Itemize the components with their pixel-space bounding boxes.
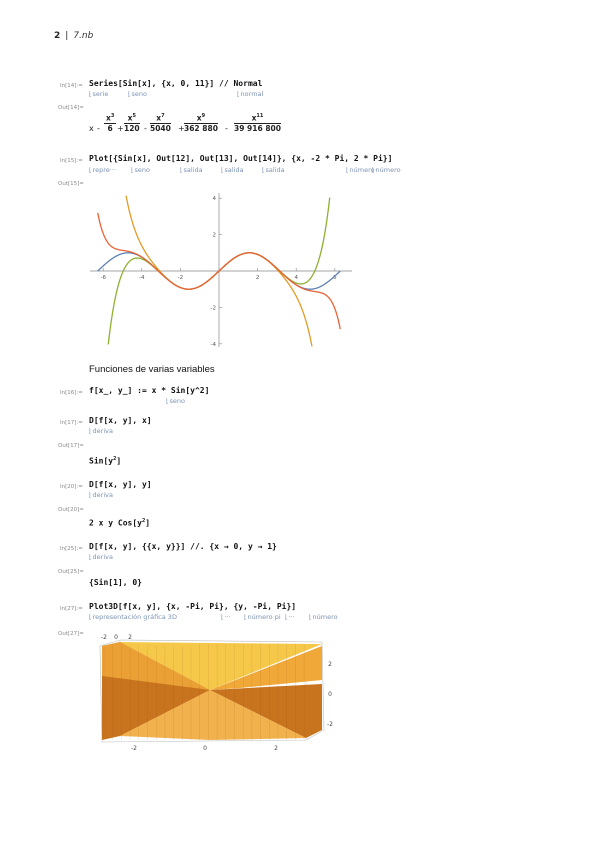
series-sign: - bbox=[225, 124, 228, 133]
hint-dots-2: ⌊ ··· bbox=[285, 613, 297, 621]
hint-deriva-1: ⌊ deriva bbox=[89, 427, 113, 435]
out17-text: Sin[y bbox=[89, 456, 114, 466]
x-tick-label: -6 bbox=[100, 275, 106, 281]
series-term: $\frac{x^{11}}{39 916 800}$ bbox=[234, 113, 281, 133]
hint-numero-1: ⌊ número bbox=[346, 166, 377, 174]
hint-serie: ⌊ serie bbox=[89, 90, 108, 98]
series-term: $\frac{x^7}{5040}$ bbox=[150, 113, 171, 133]
out17-exp: 2 bbox=[113, 456, 117, 462]
out-label-17: Out[17]= bbox=[58, 443, 84, 449]
hint-deriva-2: ⌊ deriva bbox=[89, 491, 113, 499]
out-label-14: Out[14]= bbox=[58, 105, 84, 111]
y-tick-label: -2 bbox=[210, 305, 216, 312]
z-tick-label: 0 bbox=[328, 691, 332, 698]
y-tick-label: -2 bbox=[101, 634, 107, 641]
x-tick-label: 2 bbox=[274, 745, 278, 752]
out-label-25: Out[25]= bbox=[58, 569, 84, 575]
series-sign: + bbox=[117, 124, 124, 133]
in-label-17: In[17]:= bbox=[60, 420, 83, 426]
out17-close: ] bbox=[116, 456, 122, 466]
hint-salida-3: ⌊ salida bbox=[262, 166, 285, 174]
y-tick-label: 0 bbox=[114, 634, 118, 641]
hint-repre: ⌊ repre··· bbox=[89, 166, 118, 174]
hint-salida-2: ⌊ salida bbox=[221, 166, 244, 174]
x-tick-label: 6 bbox=[333, 275, 337, 281]
hint-seno-2: ⌊ seno bbox=[131, 166, 150, 174]
in-label-25: In[25]:= bbox=[60, 546, 83, 552]
x-tick-label: -2 bbox=[177, 275, 184, 281]
hint-dots-1: ⌊ ··· bbox=[221, 613, 233, 621]
output-cell-20 bbox=[89, 518, 150, 528]
page-number: 2 bbox=[54, 31, 61, 41]
sine-taylor-plot bbox=[82, 185, 358, 351]
in-label-16: In[16]:= bbox=[60, 390, 83, 396]
series-x: x bbox=[89, 124, 94, 133]
input-cell-14[interactable]: Series[Sin[x], {x, 0, 11}] // Normal bbox=[89, 79, 263, 88]
out20-exp: 2 bbox=[141, 518, 146, 524]
file-name: 7.nb bbox=[73, 31, 94, 41]
series-sign: - bbox=[144, 124, 147, 133]
y-tick-label: 2 bbox=[212, 232, 216, 239]
out-label-20: Out[20]= bbox=[58, 507, 84, 513]
x-tick-label: 2 bbox=[255, 275, 260, 281]
hint-deriva-3: ⌊ deriva bbox=[89, 553, 113, 561]
output-cell-17 bbox=[89, 456, 121, 466]
x-tick-label: -4 bbox=[139, 275, 145, 281]
input-cell-16[interactable]: f[x_, y_] := x * Sin[y^2] bbox=[89, 386, 210, 395]
y-tick-label: 2 bbox=[128, 634, 132, 641]
in-label-14: In[14]:= bbox=[60, 83, 83, 89]
surface-3d-plot bbox=[90, 632, 336, 754]
x-tick-label: 0 bbox=[203, 745, 207, 752]
hint-numero-3: ⌊ número bbox=[309, 613, 338, 621]
hint-normal: ⌊ normal bbox=[237, 90, 263, 98]
input-cell-27[interactable]: Plot3D[f[x, y], {x, -Pi, Pi}, {y, -Pi, Pi}] bbox=[89, 602, 297, 611]
page-header bbox=[54, 31, 93, 41]
z-tick-label: 2 bbox=[328, 661, 332, 668]
series-term: $\frac{x^3}{6}$ bbox=[106, 113, 115, 133]
in-label-15: In[15]:= bbox=[60, 158, 83, 164]
y-tick-label: -4 bbox=[210, 341, 216, 348]
out-label-27: Out[27]= bbox=[58, 631, 84, 637]
z-tick-label: -2 bbox=[327, 721, 333, 728]
out20-text: 2 x y Cos[y bbox=[89, 518, 142, 528]
y-tick-label: 4 bbox=[212, 196, 216, 203]
hint-plot3d: ⌊ representación gráfica 3D bbox=[89, 613, 177, 621]
series-term: $\frac{x^5}{120}$ bbox=[124, 113, 140, 133]
header-separator: | bbox=[65, 31, 69, 41]
hint-seno-3: ⌊ seno bbox=[166, 397, 185, 405]
input-cell-17[interactable]: D[f[x, y], x] bbox=[89, 416, 152, 425]
x-tick-label: 4 bbox=[294, 275, 298, 281]
hint-salida-1: ⌊ salida bbox=[180, 166, 203, 174]
out-label-15: Out[15]= bbox=[58, 181, 84, 187]
series-sign: + bbox=[178, 124, 185, 133]
out20-close: ] bbox=[145, 518, 151, 528]
section-title: Funciones de varias variables bbox=[89, 364, 215, 375]
x-tick-label: -2 bbox=[131, 745, 137, 752]
hint-numero-2: ⌊ número bbox=[372, 166, 401, 174]
series-sign: - bbox=[97, 124, 100, 133]
input-cell-20[interactable]: D[f[x, y], y] bbox=[89, 480, 152, 489]
output-cell-25: {Sin[1], 0} bbox=[89, 578, 142, 587]
input-cell-15[interactable]: Plot[{Sin[x], Out[12], Out[13], Out[14]}, {x, -2 * Pi, 2 * Pi}] bbox=[89, 154, 393, 163]
series-term: $\frac{x^9}{362 880}$ bbox=[184, 113, 218, 133]
hint-numero-pi: ⌊ número pi bbox=[244, 613, 281, 621]
hint-seno: ⌊ seno bbox=[128, 90, 147, 98]
in-label-27: In[27]:= bbox=[60, 606, 83, 612]
in-label-20: In[20]:= bbox=[60, 484, 83, 490]
input-cell-25[interactable]: D[f[x, y], {{x, y}}] //. {x → 0, y → 1} bbox=[89, 542, 277, 551]
